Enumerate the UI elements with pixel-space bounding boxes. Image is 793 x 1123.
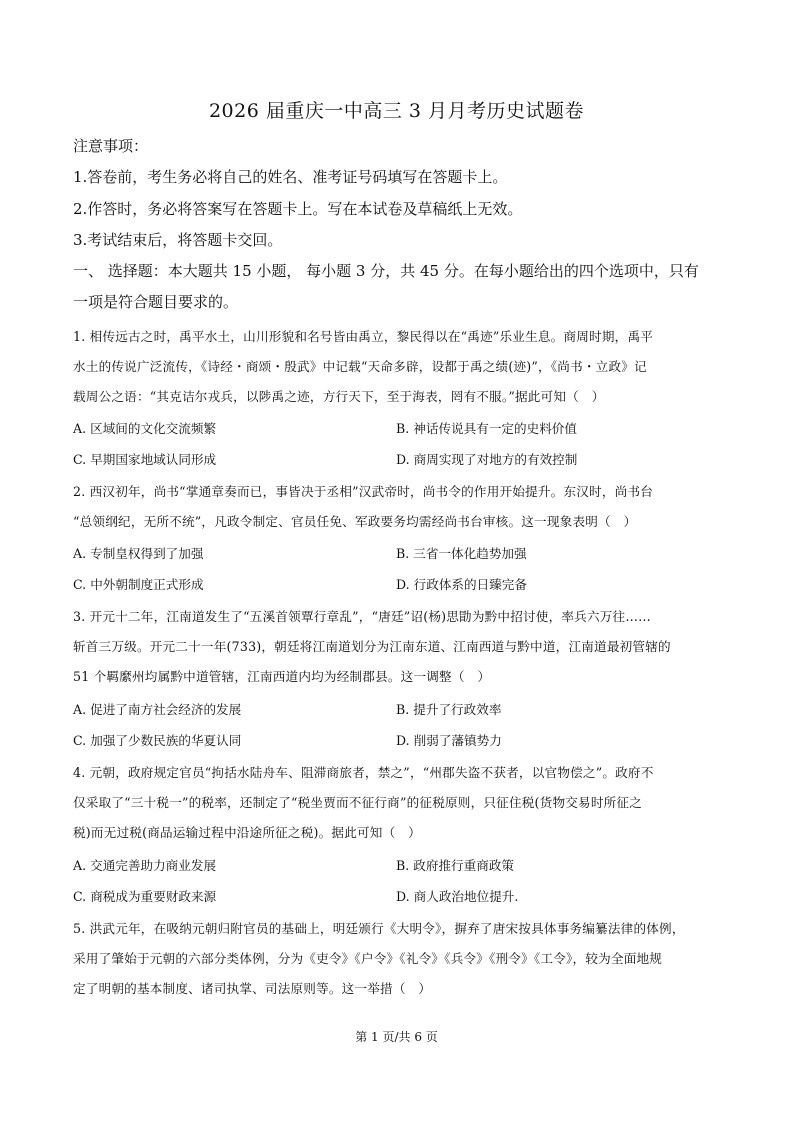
- question-1-option-d: D. 商周实现了对地方的有效控制: [396, 452, 578, 467]
- question-3-line-1: 3. 开元十二年，江南道发生了“五溪首领覃行章乱”，“唐廷”诏(杨)思勖为黔中招讨使，率兵六万往……: [73, 609, 651, 624]
- question-5-line-2: 采用了肇始于元朝的六部分类体例，分为《吏令》《户令》《礼令》《兵令》《刑令》《工令》，较为全面地规: [73, 951, 663, 966]
- notice-heading: 注意事项：: [73, 137, 149, 155]
- question-3-line-2: 斩首三万级。开元二十一年(733)，朝廷将江南道划分为江南东道、江南西道与黔中道，江南道最初管辖的: [73, 639, 671, 654]
- question-4-option-d: D. 商人政治地位提升.: [396, 889, 519, 904]
- question-1-line-1: 1. 相传远古之时，禹平水土，山川形貌和名号皆由禹立，黎民得以在“禹迹”乐业生息。商周时期，禹平: [73, 329, 654, 344]
- question-4-line-1: 4. 元朝，政府规定官员“拘括水陆舟车、阻滞商旅者，禁之”，“州郡失盗不获者，以官物偿之”。政府不: [73, 765, 654, 780]
- question-5-line-1: 5. 洪武元年，在吸纳元朝归附官员的基础上，明廷颁行《大明令》，摒弃了唐宋按具体事务编纂法律的体例，: [73, 921, 685, 936]
- question-4-option-b: B. 政府推行重商政策: [396, 858, 515, 873]
- question-1-option-c: C. 早期国家地域认同形成: [73, 452, 217, 467]
- question-3-option-b: B. 提升了行政效率: [396, 702, 502, 717]
- question-4-line-2: 仅采取了“三十税一”的税率，还制定了“税坐贾而不征行商”的征税原则，只征住税(货物交易时所征之: [73, 795, 643, 810]
- question-4-line-3: 税)而无过税(商品运输过程中沿途所征之税)。据此可知（ ）: [73, 825, 421, 840]
- question-4-option-c: C. 商税成为重要财政来源: [73, 889, 217, 904]
- question-2-option-a: A. 专制皇权得到了加强: [73, 546, 204, 561]
- question-2-option-d: D. 行政体系的日臻完备: [396, 577, 527, 592]
- question-1-option-b: B. 神话传说具有一定的史料价值: [396, 421, 577, 436]
- notice-item-1: 1.答卷前，考生务必将自己的姓名、准考证号码填写在答题卡上。: [73, 168, 508, 186]
- page-number-footer: 第 1 页/共 6 页: [355, 1030, 438, 1044]
- notice-item-2: 2.作答时，务必将答案写在答题卡上。写在本试卷及草稿纸上无效。: [73, 200, 523, 218]
- question-1-line-3: 载周公之语：“其克诘尔戎兵，以陟禹之迹，方行天下，至于海表，罔有不服。”据此可知（ ）: [73, 389, 605, 404]
- question-2-line-2: “总领纲纪，无所不统”，凡政令制定、官员任免、军政要务均需经尚书台审核。这一现象表明（ ）: [73, 514, 637, 529]
- section-heading-line-2: 一项是符合题目要求的。: [73, 293, 239, 311]
- question-3-option-c: C. 加强了少数民族的华夏认同: [73, 733, 242, 748]
- section-heading-line-1: 一、 选择题：本大题共 15 小题， 每小题 3 分，共 45 分。在每小题给出的四个选项中，只有: [73, 262, 699, 280]
- question-2-option-b: B. 三省一体化趋势加强: [396, 546, 527, 561]
- question-2-option-c: C. 中外朝制度正式形成: [73, 577, 204, 592]
- question-3-option-a: A. 促进了南方社会经济的发展: [73, 702, 242, 717]
- question-1-line-2: 水土的传说广泛流传，《诗经・商颂・殷武》中记载“天命多辟，设都于禹之绩(迹)”，《尚书・立政》记: [73, 359, 647, 374]
- notice-item-3: 3.考试结束后，将答题卡交回。: [73, 231, 283, 249]
- question-3-option-d: D. 削弱了藩镇势力: [396, 733, 502, 748]
- exam-title: 2026 届重庆一中高三 3 月月考历史试题卷: [208, 100, 585, 122]
- question-2-line-1: 2. 西汉初年，尚书“掌通章奏而已，事皆决于丞相”汉武帝时，尚书令的作用开始提升。东汉时，尚书台: [73, 484, 654, 499]
- question-4-option-a: A. 交通完善助力商业发展: [73, 858, 217, 873]
- question-5-line-3: 定了明朝的基本制度、诸司执掌、司法原则等。这一举措（ ）: [73, 981, 432, 996]
- question-1-option-a: A. 区域间的文化交流频繁: [73, 421, 217, 436]
- question-3-line-3: 51 个羁縻州均属黔中道管辖，江南西道内均为经制郡县。这一调整（ ）: [73, 669, 491, 684]
